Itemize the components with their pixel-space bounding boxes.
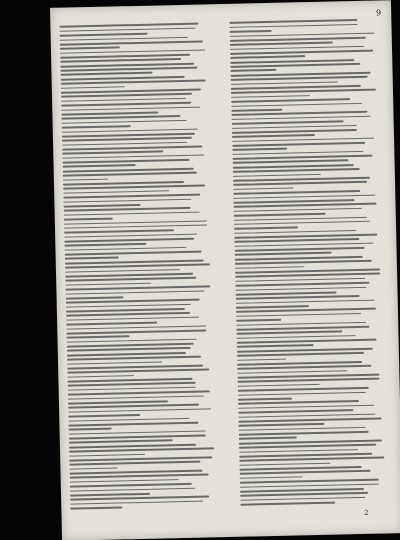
illegible-text-line (66, 316, 199, 321)
illegible-text-line (237, 339, 377, 344)
illegible-text-line (231, 89, 376, 94)
illegible-text-line (240, 479, 379, 484)
illegible-text-line (61, 106, 200, 111)
illegible-text-line (65, 251, 202, 256)
illegible-text-line (69, 461, 200, 466)
illegible-text-line (230, 37, 366, 42)
illegible-text-line (240, 470, 371, 475)
illegible-text-line (231, 102, 362, 107)
illegible-text-line (231, 98, 350, 102)
illegible-text-line (65, 264, 210, 269)
illegible-text-line (233, 190, 360, 195)
illegible-text-line (238, 387, 369, 392)
illegible-text-line (63, 198, 191, 203)
illegible-text-line (236, 313, 361, 318)
illegible-text-line (235, 286, 366, 291)
illegible-text-line (235, 282, 369, 287)
illegible-text-line (66, 329, 206, 334)
illegible-text-line (233, 181, 367, 186)
illegible-text-line (60, 27, 196, 32)
illegible-text-line (232, 129, 357, 134)
illegible-text-line (60, 40, 203, 45)
illegible-text-line (239, 457, 384, 462)
illegible-text-line (240, 492, 368, 497)
illegible-text-line (64, 207, 191, 212)
illegible-text-line (69, 448, 214, 453)
illegible-text-line (232, 115, 371, 120)
page-footer-mark: 2 (363, 508, 369, 517)
illegible-text-line (70, 487, 195, 492)
illegible-text-line (65, 286, 210, 291)
illegible-text-line (239, 444, 376, 449)
illegible-text-line (237, 352, 364, 357)
illegible-text-line (229, 24, 357, 29)
illegible-text-line (239, 431, 369, 436)
entry-column-left (59, 21, 219, 510)
illegible-text-line (69, 435, 206, 440)
illegible-text-line (237, 365, 371, 370)
directory-entry (70, 494, 219, 511)
illegible-text-line (234, 221, 370, 226)
illegible-text-line (240, 497, 365, 502)
illegible-text-line (64, 224, 207, 229)
illegible-text-line (240, 502, 335, 506)
illegible-text-line (69, 428, 112, 431)
illegible-text-line (70, 483, 192, 487)
illegible-text-line (235, 260, 372, 265)
entry-column-right (229, 17, 389, 506)
illegible-text-line (62, 159, 189, 164)
directory-entry (240, 490, 389, 507)
illegible-text-line (232, 125, 357, 130)
illegible-text-line (238, 404, 374, 409)
illegible-text-line (233, 168, 360, 173)
illegible-text-line (70, 506, 122, 509)
illegible-text-line (68, 417, 189, 421)
illegible-text-line (229, 19, 357, 24)
directory-page (50, 0, 400, 540)
illegible-text-line (70, 500, 203, 505)
illegible-text-line (230, 63, 360, 68)
illegible-text-line (66, 312, 190, 316)
illegible-text-line (238, 401, 359, 405)
illegible-text-line (230, 50, 373, 55)
illegible-text-line (236, 326, 369, 331)
illegible-text-line (235, 247, 365, 252)
illegible-text-line (231, 111, 367, 116)
illegible-text-line (70, 474, 209, 479)
illegible-text-line (236, 299, 375, 304)
illegible-text-line (65, 290, 204, 295)
illegible-text-line (62, 145, 202, 150)
illegible-text-line (66, 299, 200, 304)
illegible-text-line (61, 102, 191, 107)
illegible-text-line (231, 76, 368, 81)
illegible-text-line (67, 369, 209, 374)
illegible-text-line (234, 208, 362, 213)
illegible-text-line (65, 277, 196, 282)
illegible-text-line (68, 422, 198, 427)
illegible-text-line (68, 408, 211, 413)
illegible-text-line (238, 378, 380, 383)
illegible-text-line (63, 185, 205, 190)
illegible-text-line (238, 391, 366, 396)
illegible-text-line (64, 238, 194, 243)
illegible-text-line (61, 93, 192, 98)
page-number: 9 (376, 8, 382, 18)
illegible-text-line (63, 194, 200, 199)
illegible-text-line (236, 295, 360, 299)
illegible-text-line (230, 30, 272, 33)
illegible-text-line (238, 417, 381, 422)
illegible-text-line (232, 155, 372, 160)
illegible-text-line (62, 120, 187, 125)
illegible-text-line (64, 211, 200, 216)
illegible-text-line (68, 382, 196, 387)
illegible-text-line (61, 80, 206, 85)
illegible-text-line (67, 356, 201, 361)
illegible-text-line (63, 172, 197, 177)
illegible-text-line (60, 67, 197, 72)
illegible-text-line (232, 142, 365, 147)
illegible-text-line (68, 395, 204, 400)
illegible-text-line (61, 115, 180, 119)
